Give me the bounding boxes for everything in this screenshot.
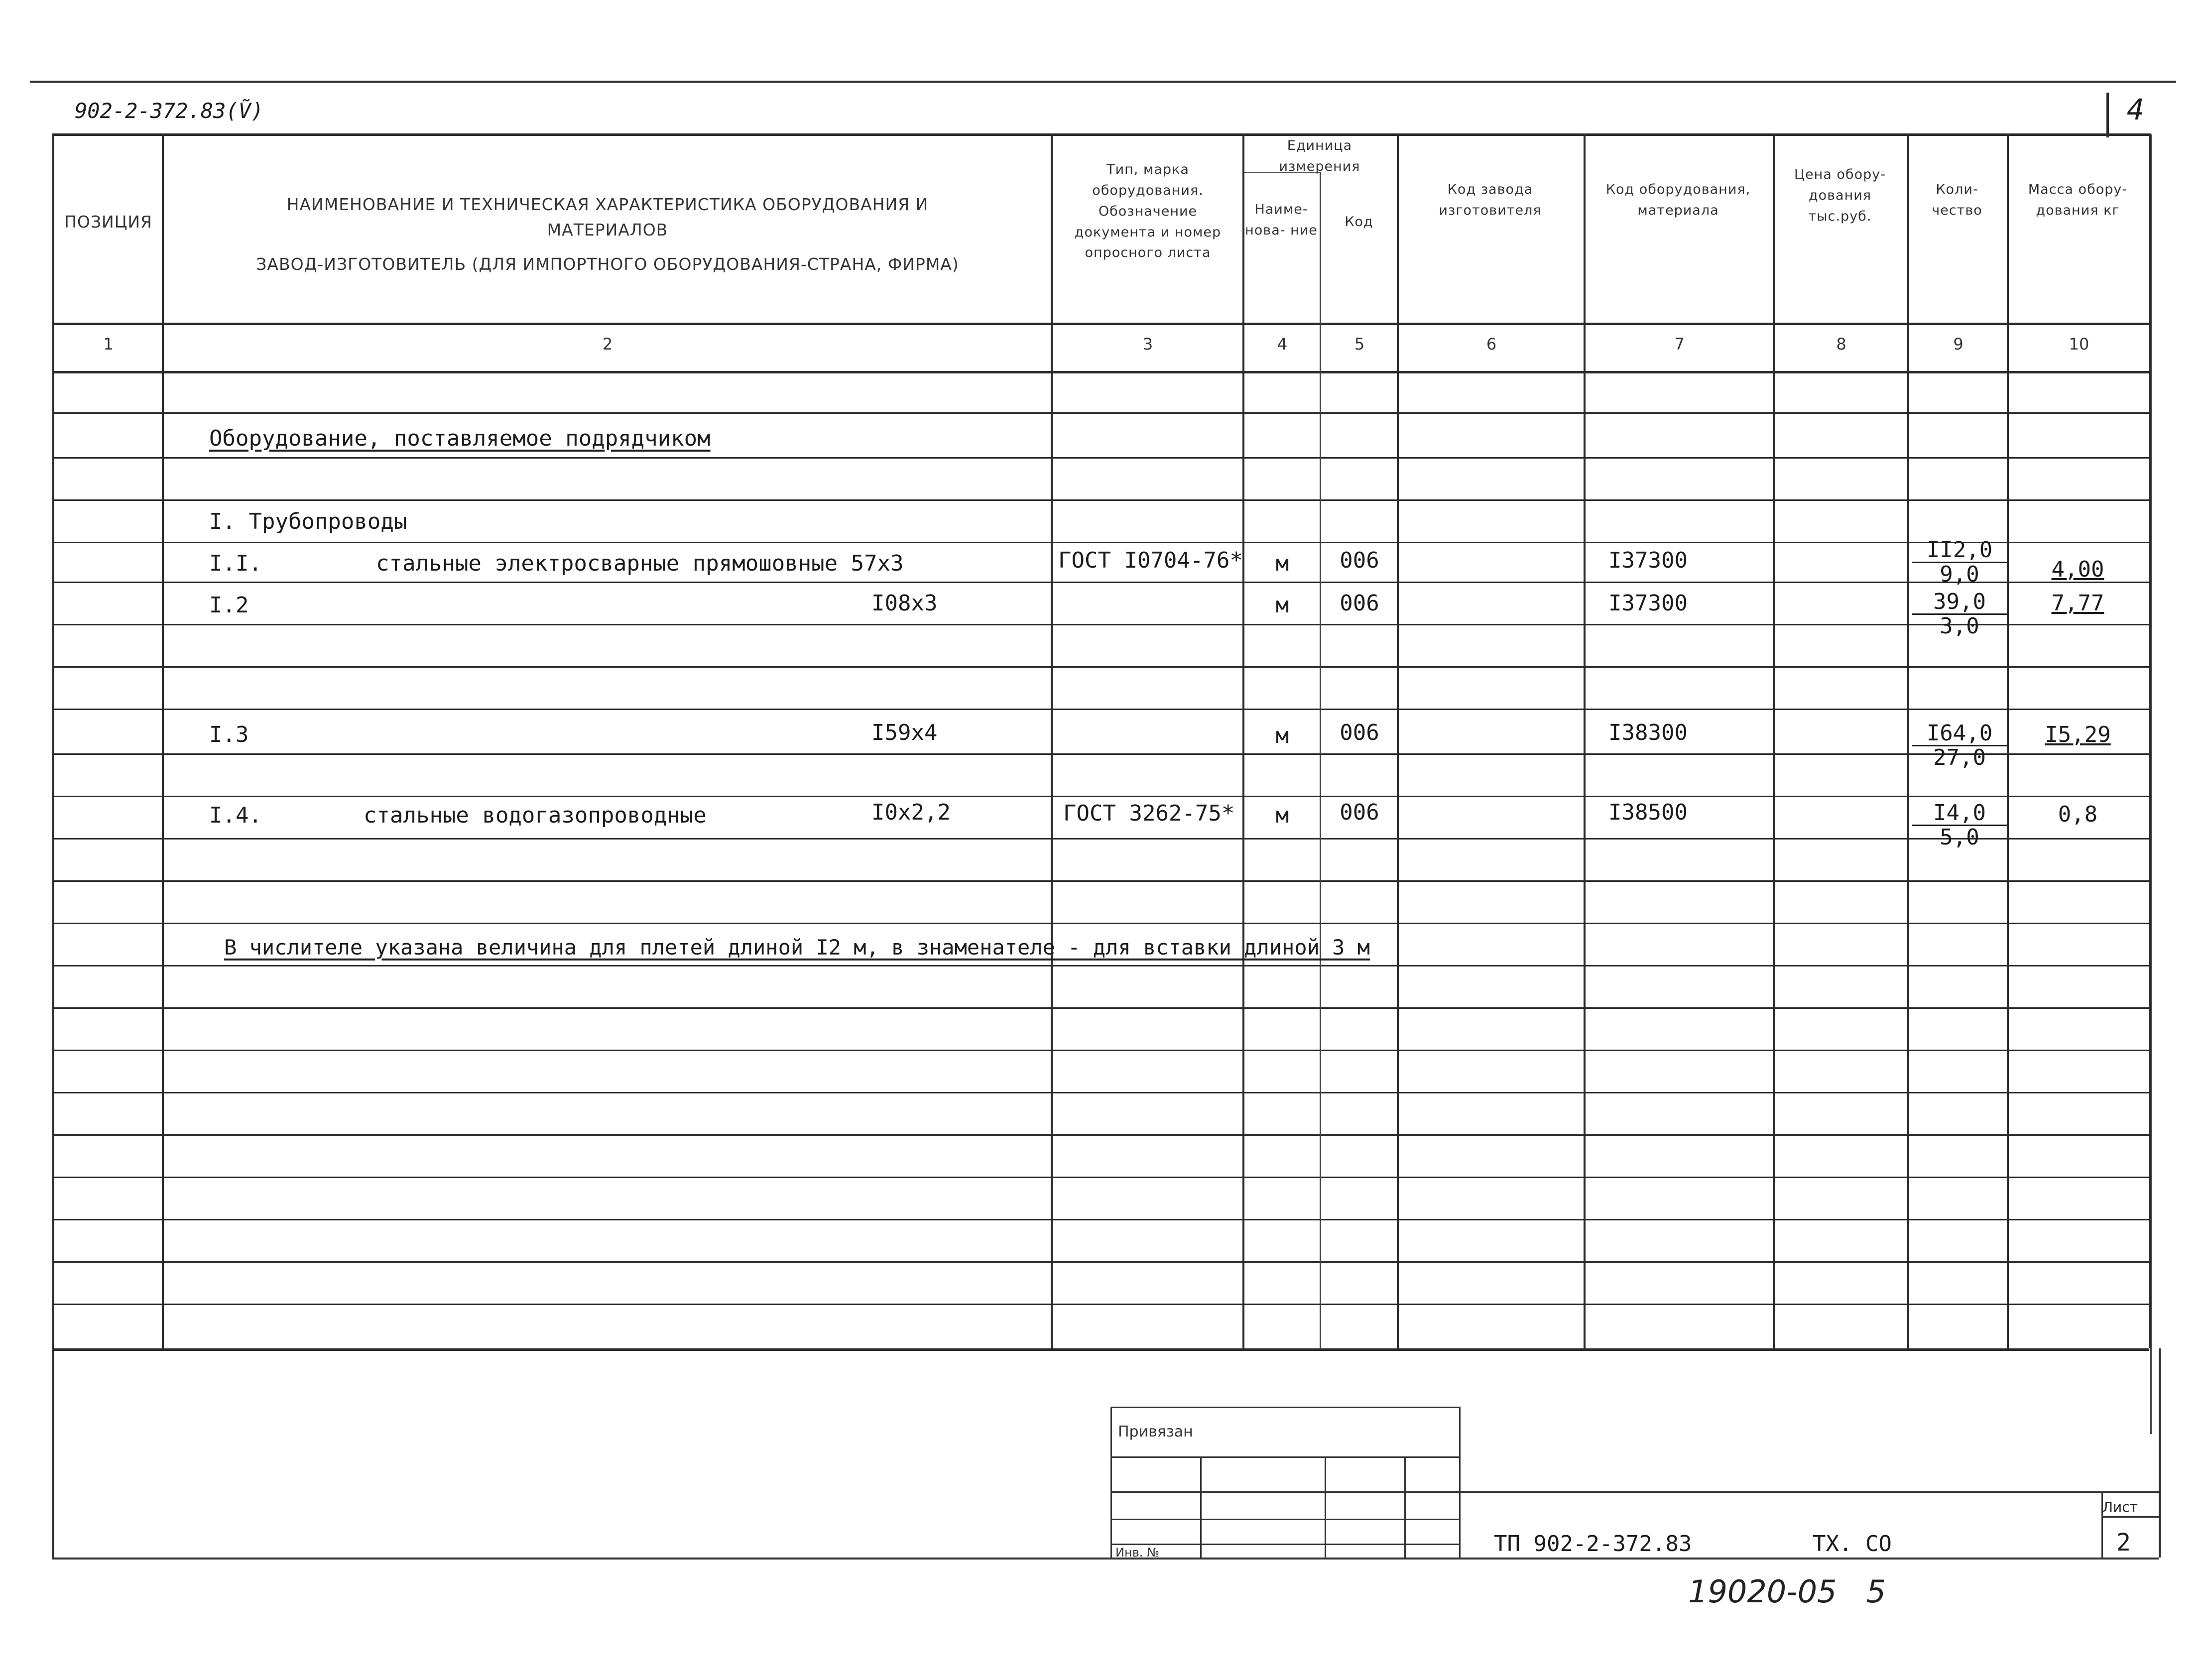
row-line — [52, 457, 2149, 459]
header-mass: Масса обору- дования кг — [2028, 182, 2128, 218]
row-line — [52, 542, 2149, 543]
col-border — [1242, 133, 1244, 1348]
colnum: 10 — [2069, 335, 2089, 354]
footnote: В числителе указана величина для плетей длиной I2 м, в знаменателе - для вставки длиной 3 м — [224, 935, 1370, 960]
row-mass: 4,00 — [2051, 557, 2104, 582]
row-line — [52, 412, 2149, 414]
stamp-line — [1110, 1544, 1459, 1545]
header-material-code: Код оборудования, материала — [1605, 182, 1751, 218]
row-name: стальные электросварные прямошовные 57х3 — [376, 551, 904, 576]
row-mass: 7,77 — [2051, 591, 2104, 616]
row-line — [52, 1134, 2149, 1136]
row-material-code: I37300 — [1608, 591, 1688, 616]
header-name: НАИМЕНОВАНИЕ И ТЕХНИЧЕСКАЯ ХАРАКТЕРИСТИКА ОБОРУДОВАНИЯ И МАТЕРИАЛОВ ЗАВОД-ИЗГОТОВИТЕЛЬ (ДЛЯ ИМПОРТНОГО ОБОРУДОВАНИЯ-СТРАНА, ФИРМА) — [256, 195, 959, 274]
row-line — [52, 1219, 2149, 1220]
row-material-code: I38500 — [1608, 800, 1688, 825]
row-quantity: $\frac{I4,0}{5,0}$ — [1912, 802, 2007, 849]
colnum: 3 — [1142, 335, 1153, 354]
header-factory-code: Код завода изготовителя — [1439, 182, 1542, 218]
stamp-line — [2101, 1516, 2159, 1518]
col-border — [1051, 133, 1053, 1348]
row-line — [52, 923, 2149, 924]
col-border — [1320, 172, 1321, 1348]
table-bottom-border — [52, 1348, 2149, 1351]
sheet-mark: 4 — [2106, 93, 2144, 137]
sheet-label: Лист — [2102, 1499, 2138, 1515]
colnum: 7 — [1674, 335, 1685, 354]
row-position: I.3 — [209, 722, 249, 747]
row-size: I0х2,2 — [871, 800, 951, 825]
header-unit-name: Наиме- нова- ние — [1245, 202, 1318, 238]
col-border — [1907, 133, 1909, 1348]
stamp-v — [1459, 1407, 1461, 1558]
frame-right-border — [2159, 1348, 2161, 1558]
colnum: 5 — [1354, 335, 1365, 354]
privyazan-label: Привязан — [1118, 1423, 1193, 1440]
header-type-doc: Тип, марка оборудования. Обозначение документа и номер опросного листа — [1074, 162, 1222, 261]
document-number: 902-2-372.83(Ṽ) — [75, 99, 264, 123]
row-line — [52, 582, 2149, 583]
row-line — [52, 666, 2149, 668]
col-border — [162, 133, 164, 1348]
group-title: I. Трубопроводы — [209, 509, 407, 534]
colnum-bottom-border — [52, 371, 2149, 373]
col-border — [1773, 133, 1775, 1348]
row-line — [52, 709, 2149, 710]
row-quantity: $\frac{I64,0}{27,0}$ — [1912, 722, 2007, 769]
row-quantity: $\frac{39,0}{3,0}$ — [1912, 591, 2007, 638]
row-position: I.2 — [209, 593, 249, 618]
row-unit: м — [1275, 551, 1289, 576]
stamp-v — [1325, 1456, 1326, 1558]
row-unit-code: 006 — [1340, 720, 1379, 745]
colnum: 4 — [1277, 335, 1288, 354]
colnum: 6 — [1486, 335, 1497, 354]
colnum: 8 — [1836, 335, 1846, 354]
row-unit-code: 006 — [1340, 591, 1379, 616]
frame-bottom-border — [52, 1558, 2159, 1560]
drawing-mark: ТХ. СО — [1813, 1531, 1892, 1557]
stamp-line — [1110, 1491, 1459, 1493]
row-unit: м — [1275, 803, 1289, 828]
sheet-number: 2 — [2116, 1529, 2131, 1557]
inventory-label: Инв. № — [1115, 1546, 1160, 1560]
row-quantity: $\frac{II2,0}{9,0}$ — [1912, 539, 2007, 586]
stamp-line — [1110, 1407, 1459, 1408]
table-top-border — [52, 133, 2149, 136]
col-border — [1397, 133, 1399, 1348]
col-border-right — [2149, 133, 2151, 1348]
row-line — [52, 624, 2149, 625]
header-bottom-border — [52, 323, 2149, 325]
row-line — [52, 1092, 2149, 1093]
row-size: I08х3 — [871, 591, 938, 616]
handwritten-code: 19020-05 5 — [1688, 1573, 1886, 1610]
row-doc: ГОСТ 3262-75* — [1063, 801, 1235, 826]
row-unit-code: 006 — [1340, 800, 1379, 825]
row-line — [52, 1007, 2149, 1009]
row-mass: 0,8 — [2058, 802, 2098, 827]
col-border — [1584, 133, 1586, 1348]
stamp-line — [1110, 1456, 1459, 1458]
colnum: 9 — [1953, 335, 1963, 354]
header-price: Цена обору- дования тыс.руб. — [1794, 167, 1886, 224]
row-size: I59х4 — [871, 720, 938, 745]
header-position: ПОЗИЦИЯ — [64, 212, 152, 232]
project-code: ТП 902-2-372.83 — [1494, 1531, 1692, 1557]
row-unit-code: 006 — [1340, 548, 1379, 573]
top-rule — [30, 81, 2176, 83]
row-position: I.4. — [209, 803, 262, 828]
row-doc: ГОСТ I0704-76* — [1058, 548, 1243, 573]
row-line — [52, 880, 2149, 882]
stamp-v — [1110, 1407, 1112, 1558]
row-mass: I5,29 — [2045, 722, 2111, 747]
row-material-code: I37300 — [1608, 548, 1688, 573]
col-border — [2007, 133, 2009, 1348]
stamp-line — [1459, 1491, 2159, 1493]
row-line — [52, 1177, 2149, 1178]
row-unit: м — [1275, 723, 1289, 748]
row-unit: м — [1275, 593, 1289, 618]
row-line — [52, 838, 2149, 840]
row-line — [52, 1304, 2149, 1305]
colnum: 1 — [103, 335, 114, 354]
row-line — [52, 499, 2149, 501]
row-material-code: I38300 — [1608, 720, 1688, 745]
row-line — [52, 753, 2149, 755]
stamp-line — [1110, 1519, 1459, 1520]
stamp-v — [1200, 1456, 1202, 1558]
header-unit-code: Код — [1345, 214, 1373, 230]
row-position: I.I. — [209, 551, 262, 576]
row-line — [52, 1261, 2149, 1263]
row-line — [52, 1050, 2149, 1051]
stamp-v — [1404, 1456, 1406, 1558]
header-unit-group: Единица измерения — [1279, 138, 1360, 174]
row-line — [52, 796, 2149, 797]
colnum: 2 — [602, 335, 613, 354]
col-border-left — [52, 133, 54, 1558]
row-line — [52, 965, 2149, 966]
row-name: стальные водогазопроводные — [364, 803, 707, 828]
header-quantity: Коли- чество — [1932, 182, 1982, 218]
section-title: Оборудование, поставляемое подрядчиком — [209, 426, 711, 451]
